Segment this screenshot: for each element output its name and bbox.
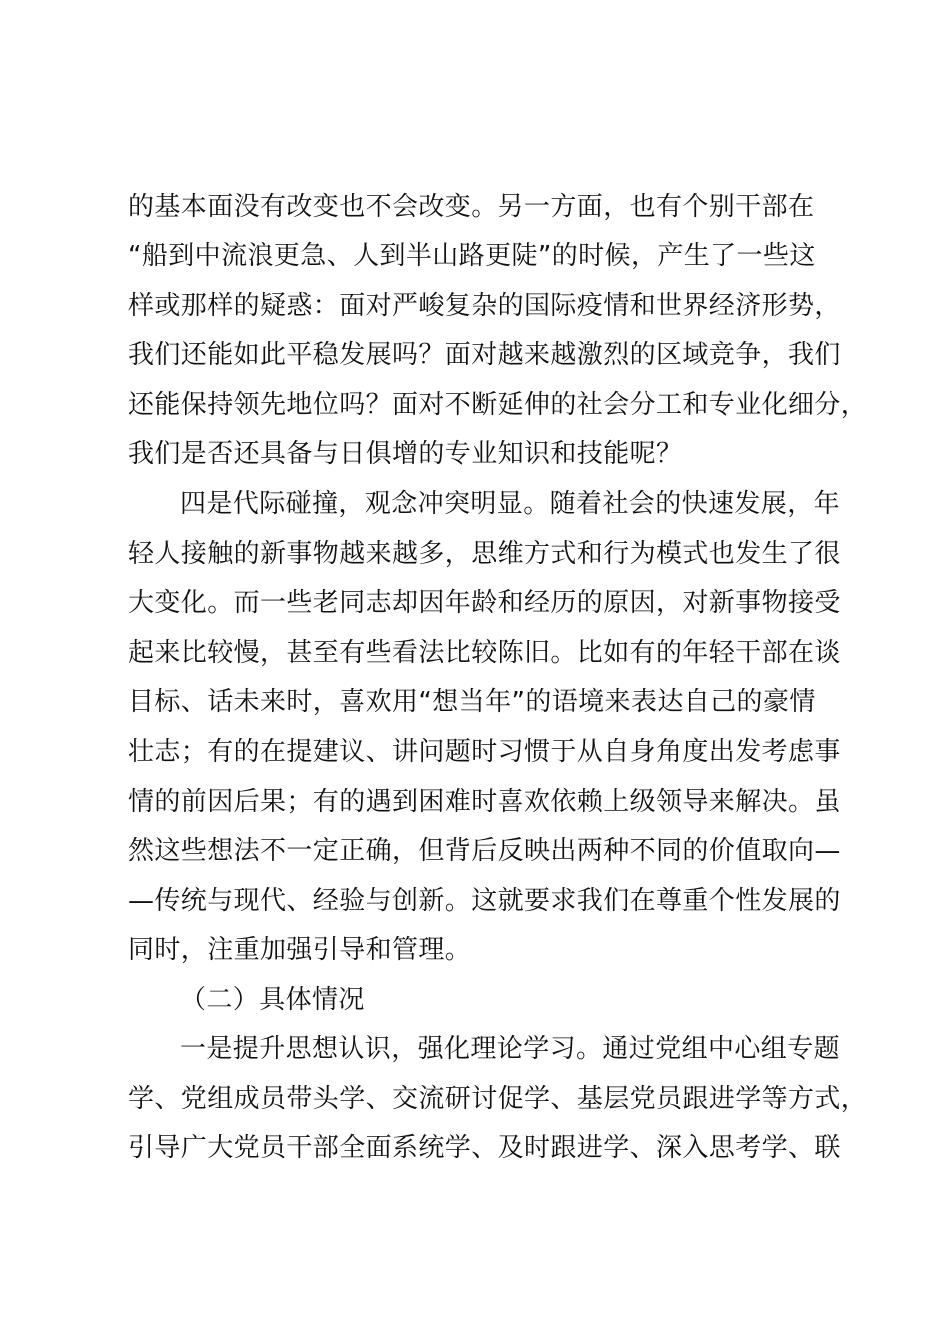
paragraph-line: 情的前因后果；有的遇到困难时喜欢依赖上级领导来解决。虽 bbox=[128, 787, 841, 817]
paragraph-line: 学、党组成员带头学、交流研讨促学、基层党员跟进学等方式， bbox=[128, 1084, 868, 1114]
paragraph-line: 目标、话未来时，喜欢用“想当年”的语境来表达自己的豪情 bbox=[128, 687, 816, 717]
paragraph-line: 大变化。而一些老同志却因年龄和经历的原因，对新事物接受 bbox=[128, 588, 841, 618]
paragraph-line: 起来比较慢，甚至有些看法比较陈旧。比如有的年轻干部在谈 bbox=[128, 638, 841, 668]
paragraph-line: 还能保持领先地位吗？面对不断延伸的社会分工和专业化细分， bbox=[128, 390, 868, 420]
paragraph-line: 轻人接触的新事物越来越多，思维方式和行为模式也发生了很 bbox=[128, 539, 841, 569]
paragraph-line: —传统与现代、经验与创新。这就要求我们在尊重个性发展的 bbox=[128, 886, 841, 916]
section-heading: （二）具体情况 bbox=[180, 985, 365, 1015]
paragraph-first-line: 四是代际碰撞，观念冲突明显。随着社会的快速发展，年 bbox=[180, 489, 841, 519]
paragraph-line: 样或那样的疑惑：面对严峻复杂的国际疫情和世界经济形势， bbox=[128, 291, 841, 321]
paragraph-line: 同时，注重加强引导和管理。 bbox=[128, 935, 472, 965]
paragraph-line: “船到中流浪更急、人到半山路更陡”的时候，产生了一些这 bbox=[128, 241, 816, 271]
paragraph-line: 我们是否还具备与日俱增的专业知识和技能呢？ bbox=[128, 439, 683, 469]
paragraph-line: 然这些想法不一定正确，但背后反映出两种不同的价值取向— bbox=[128, 836, 841, 866]
paragraph-line: 引导广大党员干部全面系统学、及时跟进学、深入思考学、联 bbox=[128, 1133, 841, 1163]
paragraph-line: 壮志；有的在提建议、讲问题时习惯于从自身角度出发考虑事 bbox=[128, 737, 841, 767]
paragraph-first-line: 一是提升思想认识，强化理论学习。通过党组中心组专题 bbox=[180, 1034, 841, 1064]
paragraph-line: 我们还能如此平稳发展吗？面对越来越激烈的区域竞争，我们 bbox=[128, 340, 841, 370]
paragraph-line: 的基本面没有改变也不会改变。另一方面，也有个别干部在 bbox=[128, 192, 815, 222]
